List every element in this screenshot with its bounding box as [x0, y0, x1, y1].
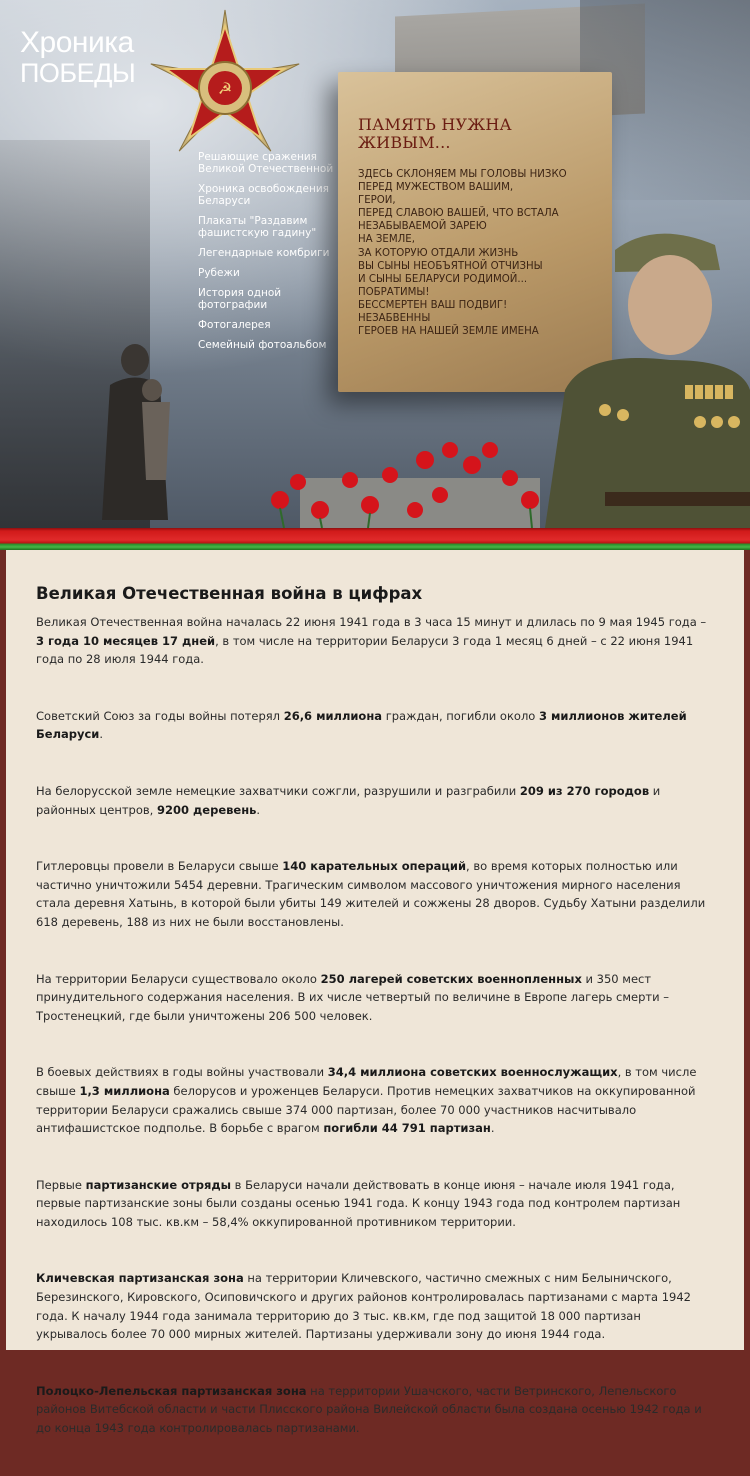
main-nav	[198, 151, 338, 359]
highlight-figure: партизанские отряды	[85, 1177, 232, 1192]
paragraph-text: граждан, погибли около	[382, 708, 539, 723]
nav-item-posters[interactable]: Плакаты "Раздавим фашистскую гадину"	[198, 215, 317, 239]
poem-line: ПОБРАТИМЫ!	[358, 286, 430, 298]
poem-line: ПЕРЕД МУЖЕСТВОМ ВАШИМ,	[358, 182, 514, 194]
fact-paragraph	[36, 1269, 712, 1343]
highlight-figure: 250 лагерей советских военнопленных	[320, 971, 582, 986]
svg-text:☭: ☭	[217, 79, 233, 98]
poem-line: НЕЗАБЫВАЕМОЙ ЗАРЕЮ	[358, 221, 487, 233]
paragraph-text: .	[99, 727, 104, 742]
paragraph-text: Советский Союз за годы войны потерял	[36, 708, 284, 723]
highlight-figure: 1,3 миллиона	[79, 1083, 170, 1098]
nav-item-gallery[interactable]: Фотогалерея	[198, 319, 271, 331]
paragraph-text: , в том числе свыше	[36, 1065, 697, 1098]
paragraph-text: в Беларуси начали действовать в конце июня – начале июля 1941 года, первые партизанские зоны были созданы осенью 1941 года. К концу 1943 года под контролем партизан находилось 108 тыс. кв.км – 58,4% оккупированной противником территории.	[36, 1177, 681, 1229]
paragraph-text: белорусов и уроженцев Беларуси. Против немецких захватчиков на оккупированной территории Беларуси сражались свыше 374 000 партизан, более 70 000 участников насчитывало антифашистское подполье. В борьбе с врагом	[36, 1083, 696, 1136]
logo-line-1: Хроника	[20, 26, 134, 59]
nav-item-liberation[interactable]: Хроника освобождения Беларуси	[198, 183, 329, 207]
nav-item-frontiers[interactable]: Рубежи	[198, 267, 240, 279]
poem-line: ВЫ СЫНЫ НЕОБЪЯТНОЙ ОТЧИЗНЫ	[358, 260, 543, 272]
paragraph-text: Первые	[36, 1177, 86, 1192]
hero-banner	[0, 0, 750, 528]
poem-line: ГЕРОИ,	[358, 195, 396, 207]
highlight-figure: Полоцко-Лепельская партизанская зона	[36, 1383, 307, 1398]
fact-paragraph	[36, 1176, 712, 1232]
poem-title: ПАМЯТЬ НУЖНА ЖИВЫМ...	[358, 115, 512, 152]
article-title: Великая Отечественная война в цифрах	[36, 584, 423, 603]
paragraph-text: Гитлеровцы провели в Беларуси свыше	[36, 859, 283, 874]
highlight-figure: погибли 44 791 партизан	[323, 1121, 491, 1136]
poem-line: И СЫНЫ БЕЛАРУСИ РОДИМОЙ...	[358, 273, 528, 285]
flag-stripe	[0, 528, 750, 550]
paragraph-text: на территории Кличевского, частично смежных с ним Белыничского, Березинского, Кировского, Осиповичского и других районов контролировалась партизанами с марта 1942 года. К началу 1944 года занимала территорию до 3 тыс. кв.км, где под защитой 18 000 партизан укрывалось более 70 000 мирных жителей. Партизаны удерживали зону до июня 1944 года.	[36, 1271, 691, 1342]
article	[36, 584, 712, 1476]
nav-item-photo-story[interactable]: История одной фотографии	[198, 287, 282, 311]
nav-item-family-album[interactable]: Семейный фотоальбом	[198, 339, 327, 351]
highlight-figure: Кличевская партизанская зона	[36, 1271, 244, 1286]
poem-line: НА ЗЕМЛЕ,	[358, 234, 415, 246]
paragraph-text: Великая Отечественная война началась 22 июня 1941 года в 3 часа 15 минут и длилась по 9 мая 1945 года –	[36, 615, 707, 629]
fact-paragraph	[36, 1382, 712, 1438]
poem-line: ЗА КОТОРУЮ ОТДАЛИ ЖИЗНЬ	[358, 247, 519, 259]
poem-line: НЕЗАБВЕННЫ	[358, 313, 431, 325]
paragraph-text: .	[490, 1121, 495, 1136]
paragraph-text: и 350 мест принудительного содержания населения. В их числе четвертый по величине в Европе лагерь смерти – Тростенецкий, где были уничтожены 206 500 человек.	[36, 971, 669, 1023]
fact-paragraph	[36, 970, 712, 1026]
paragraph-text: На территории Беларуси существовало около	[36, 971, 321, 986]
carnations-image	[240, 420, 580, 528]
paragraph-text: и районных центров,	[36, 783, 661, 817]
highlight-figure: 26,6 миллиона	[283, 708, 383, 723]
highlight-figure: 9200 деревень	[156, 802, 257, 817]
poem-line: БЕССМЕРТЕН ВАШ ПОДВИГ!	[358, 299, 508, 311]
highlight-figure: 3 года 10 месяцев 17 дней	[36, 633, 216, 648]
paragraph-text: .	[256, 802, 261, 817]
fact-paragraph	[36, 1063, 712, 1137]
paragraph-text: В боевых действиях в годы войны участвовали	[36, 1065, 328, 1080]
highlight-figure: 209 из 270 городов	[519, 783, 650, 798]
nav-item-battles[interactable]: Решающие сражения Великой Отечественной	[198, 151, 334, 175]
fact-paragraph	[36, 707, 712, 744]
soldier-with-child-image	[80, 330, 190, 530]
highlight-figure: 34,4 миллиона советских военнослужащих	[327, 1065, 618, 1080]
paragraph-text: на территории Ушачского, части Ветринского, Лепельского районов Витебской области и части Плисского района Вилейской области была создана осенью 1942 года и до конца 1943 года контролировалась партизанами.	[36, 1383, 702, 1436]
fact-paragraph	[36, 857, 712, 931]
paragraph-text: , во время которых полностью или частично уничтожили 5454 деревни. Трагическим символом массового уничтожения мирного населения стала деревня Хатынь, в которой были убиты 149 жителей и сожжены 28 дворов. Судьбу Хатыни разделили 618 деревень, 188 из них не были восстановлены.	[36, 859, 706, 929]
nav-item-combrigs[interactable]: Легендарные комбриги	[198, 247, 330, 259]
paragraph-text: , в том числе на территории Беларуси 3 года 1 месяц 6 дней – с 22 июня 1941 года по 28 июля 1944 года.	[36, 633, 694, 667]
site-logo[interactable]	[20, 28, 135, 87]
poem-line: ЗДЕСЬ СКЛОНЯЕМ МЫ ГОЛОВЫ НИЗКО	[358, 169, 567, 180]
fact-paragraph	[36, 613, 712, 669]
highlight-figure: 3 миллионов жителей Беларуси	[36, 708, 687, 742]
paragraph-text: На белорусской земле немецкие захватчики сожгли, разрушили и разграбили	[36, 783, 520, 798]
logo-line-2: ПОБЕДЫ	[20, 58, 136, 88]
poem-line: ПЕРЕД СЛАВОЮ ВАШЕЙ, ЧТО ВСТАЛА	[358, 208, 559, 220]
highlight-figure: 140 карательных операций	[282, 859, 467, 874]
poem-line: ГЕРОЕВ НА НАШЕЙ ЗЕМЛЕ ИМЕНА	[358, 326, 539, 338]
order-star-icon	[140, 10, 310, 170]
fact-paragraph	[36, 782, 712, 819]
content-panel	[6, 550, 744, 1436]
